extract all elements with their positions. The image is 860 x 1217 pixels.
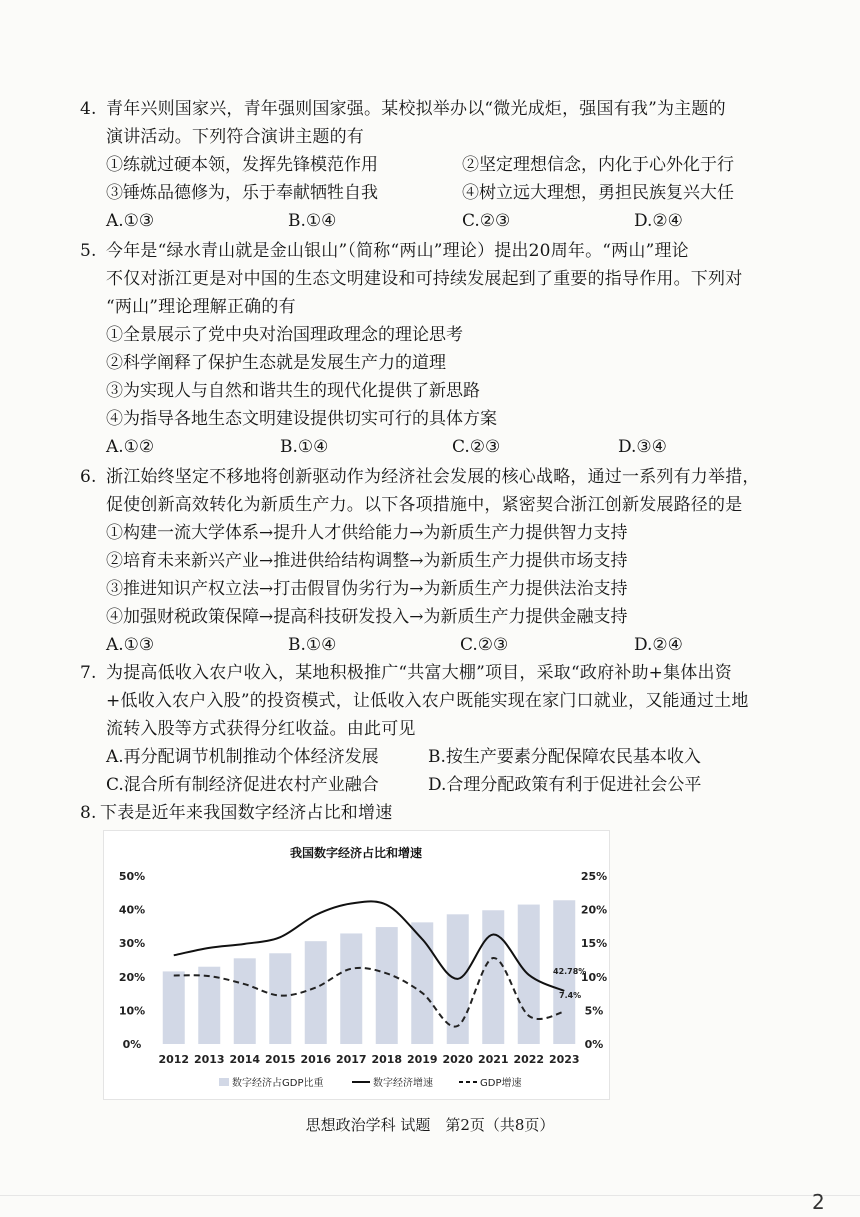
- choice-d[interactable]: D.②④: [634, 635, 683, 655]
- legend-swatch-share: [219, 1078, 229, 1086]
- choice-b[interactable]: B.①④: [280, 437, 329, 457]
- statement-item: ①构建一流大学体系→提升人才供给能力→为新质生产力提供智力支持: [106, 523, 628, 543]
- chart-svg: [104, 831, 609, 1099]
- annotation-share-2023: 42.78%: [553, 967, 587, 976]
- x-tick-label: 2014: [229, 1053, 261, 1066]
- line-digital-growth: [174, 901, 565, 991]
- annotation-growth-2023: 7.4%: [559, 991, 582, 1000]
- statement-item: ②科学阐释了保护生态就是发展生产力的道理: [106, 353, 446, 373]
- bar-series: [163, 900, 576, 1044]
- choice-b[interactable]: B.按生产要素分配保障农民基本收入: [428, 747, 701, 767]
- question-number: 5.: [80, 241, 97, 261]
- statement-item: ④树立远大理想，勇担民族复兴大任: [462, 183, 734, 203]
- digital-economy-chart: [103, 830, 610, 1100]
- bar-2016: [305, 941, 327, 1044]
- choice-c[interactable]: C.②③: [462, 211, 511, 231]
- left-tick-label: 50%: [118, 870, 146, 883]
- bar-2015: [269, 953, 291, 1044]
- line-gdp-growth: [174, 958, 565, 1027]
- choice-c[interactable]: C.②③: [452, 437, 501, 457]
- choice-d[interactable]: D.合理分配政策有利于促进社会公平: [428, 775, 702, 795]
- left-tick-label: 30%: [118, 937, 146, 951]
- question-number: 7.: [80, 663, 97, 683]
- left-tick-label: 0%: [122, 1038, 142, 1051]
- statement-item: ③为实现人与自然和谐共生的现代化提供了新思路: [106, 381, 480, 401]
- statement-item: ①全景展示了党中央对治国理政理念的理论思考: [106, 325, 463, 345]
- right-axis-ticks: [581, 870, 607, 1051]
- right-tick-label: 15%: [580, 937, 608, 951]
- choice-a[interactable]: A.①③: [106, 211, 155, 231]
- x-tick-label: 2017: [335, 1053, 367, 1066]
- statement-item: ④加强财税政策保障→提高科技研发投入→为新质生产力提供金融支持: [106, 607, 628, 627]
- bar-2012: [163, 971, 185, 1044]
- right-tick-label: 0%: [584, 1038, 604, 1051]
- bar-2017: [340, 933, 362, 1044]
- choice-d[interactable]: D.③④: [618, 437, 667, 457]
- question-stem-line: 下表是近年来我国数字经济占比和增速: [100, 803, 393, 823]
- question-stem-line: 为提高低收入农户收入，某地积极推广“共富大棚”项目，采取“政府补助+集体出资: [106, 663, 732, 683]
- choice-a[interactable]: A.再分配调节机制推动个体经济发展: [106, 747, 379, 767]
- left-tick-label: 40%: [118, 903, 146, 917]
- question-stem-line: 今年是“绿水青山就是金山银山”（简称“两山”理论）提出20周年。“两山”理论: [106, 241, 689, 261]
- right-tick-label: 20%: [580, 903, 608, 917]
- x-tick-label: 2018: [371, 1053, 403, 1066]
- x-tick-label: 2021: [477, 1053, 509, 1066]
- statement-item: ②培育未来新兴产业→推进供给结构调整→为新质生产力提供市场支持: [106, 551, 628, 571]
- legend-label-gdp: GDP增速: [480, 1078, 522, 1089]
- choice-b[interactable]: B.①④: [288, 211, 337, 231]
- right-tick-label: 5%: [584, 1004, 604, 1018]
- x-tick-label: 2022: [513, 1053, 545, 1066]
- bar-2018: [376, 927, 398, 1044]
- page-edge: [0, 1195, 860, 1196]
- question-stem-line: 促使创新高效转化为新质生产力。以下各项措施中，紧密契合浙江创新发展路径的是: [106, 495, 743, 515]
- bar-2021: [482, 910, 504, 1044]
- chart-title: 我国数字经济占比和增速: [289, 846, 423, 860]
- choice-c[interactable]: C.②③: [460, 635, 509, 655]
- left-axis-ticks: [119, 870, 145, 1051]
- choice-a[interactable]: A.①②: [106, 437, 155, 457]
- choice-b[interactable]: B.①④: [288, 635, 337, 655]
- x-tick-label: 2012: [158, 1053, 190, 1066]
- x-tick-label: 2023: [548, 1053, 580, 1066]
- question-stem-line: “两山”理论理解正确的有: [106, 297, 296, 317]
- right-tick-label: 25%: [580, 870, 608, 883]
- right-tick-label: 10%: [580, 970, 608, 984]
- page-footer: 思想政治学科 试题 第2页（共8页）: [305, 1116, 555, 1134]
- legend-label-share: 数字经济占GDP比重: [232, 1078, 324, 1089]
- x-axis-ticks: [158, 1053, 579, 1066]
- choice-c[interactable]: C.混合所有制经济促进农村产业融合: [106, 775, 379, 795]
- x-tick-label: 2016: [300, 1053, 332, 1066]
- question-stem-line: 演讲活动。下列符合演讲主题的有: [106, 127, 364, 147]
- statement-item: ③推进知识产权立法→打击假冒伪劣行为→为新质生产力提供法治支持: [106, 579, 628, 599]
- question-stem-line: 不仅对浙江更是对中国的生态文明建设和可持续发展起到了重要的指导作用。下列对: [106, 269, 743, 289]
- question-stem-line: 青年兴则国家兴，青年强则国家强。某校拟举办以“微光成炬，强国有我”为主题的: [106, 99, 726, 119]
- x-tick-label: 2019: [406, 1053, 438, 1066]
- statement-item: ③锤炼品德修为，乐于奉献牺牲自我: [106, 183, 378, 203]
- question-number: 8.: [80, 803, 97, 823]
- line-series: [174, 901, 565, 1026]
- legend-label-digital: 数字经济增速: [373, 1078, 433, 1089]
- left-tick-label: 20%: [118, 970, 146, 984]
- page-corner-number: 2: [812, 1190, 825, 1214]
- statement-item: ①练就过硬本领，发挥先锋模范作用: [106, 155, 378, 175]
- statement-item: ④为指导各地生态文明建设提供切实可行的具体方案: [106, 409, 497, 429]
- x-tick-label: 2015: [264, 1053, 296, 1066]
- question-stem-line: 浙江始终坚定不移地将创新驱动作为经济社会发展的核心战略，通过一系列有力举措，: [106, 467, 760, 487]
- statement-item: ②坚定理想信念，内化于心外化于行: [462, 155, 734, 175]
- x-tick-label: 2020: [442, 1053, 474, 1066]
- chart-legend: [219, 1076, 521, 1089]
- question-number: 4.: [80, 99, 97, 119]
- choice-a[interactable]: A.①③: [106, 635, 155, 655]
- bar-2014: [234, 958, 256, 1044]
- choice-d[interactable]: D.②④: [634, 211, 683, 231]
- question-number: 6.: [80, 467, 97, 487]
- x-tick-label: 2013: [193, 1053, 225, 1066]
- question-stem-line: +低收入农户入股”的投资模式，让低收入农户既能实现在家门口就业，又能通过土地: [106, 691, 749, 711]
- left-tick-label: 10%: [118, 1004, 146, 1018]
- question-stem-line: 流转入股等方式获得分红收益。由此可见: [106, 719, 416, 739]
